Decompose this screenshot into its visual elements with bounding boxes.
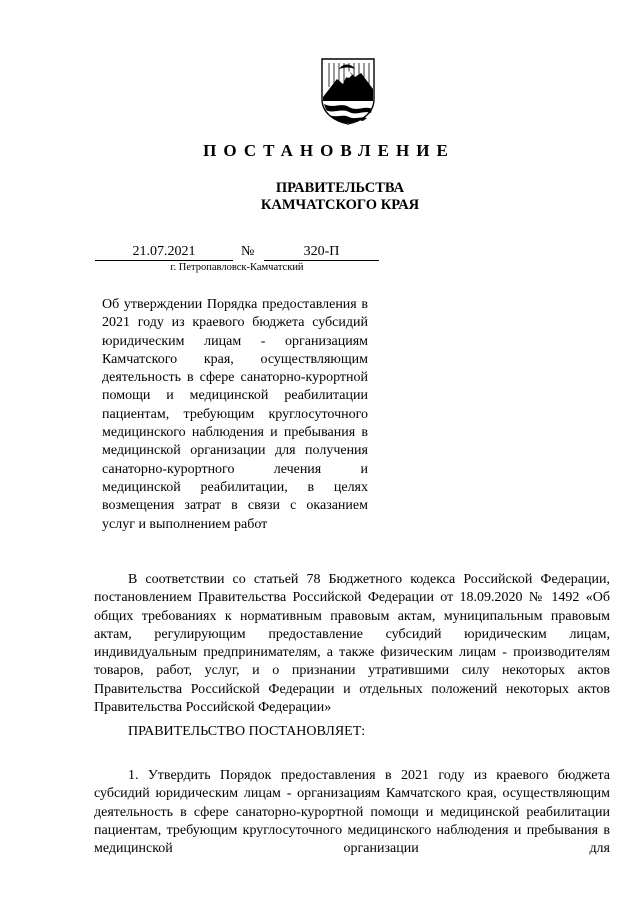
resolves-heading: ПРАВИТЕЛЬСТВО ПОСТАНОВЛЯЕТ: (128, 724, 366, 739)
item-1-paragraph: 1. Утвердить Порядок предоставления в 2021 году из краевого бюджета субсидий юридическим лицам - организациям Камчатского края, осуществляющим деятельность в сфере санаторно-курортной помощи и медицинской реабилитации пациентам, требующим круглосуточного медицинского наблюдения и пребывания в медицинской организации для (94, 768, 610, 857)
document-type-title: ПОСТАНОВЛЕНИЕ (203, 141, 455, 160)
document-number: 320-П (264, 244, 379, 261)
preamble-paragraph: В соответствии со статьей 78 Бюджетного кодекса Российской Федерации, постановлением Правительства Российской Федерации от 18.09.2020 № 1492 «Об общих требованиях к нормативным правовым актам, муниципальным правовым актам, регулирующим предоставление субсидий юридическим лицам, индивидуальным предпринимателям, а также физическим лицам - производителям товаров, работ, услуг, и о признании утратившими силу некоторых актов Правительства Российской Федерации и отдельных положений некоторых актов Правительства Российской Федерации» (94, 572, 610, 716)
issuer-line-2: КАМЧАТСКОГО КРАЯ (260, 197, 420, 213)
number-sign: № (241, 244, 255, 259)
document-subject: Об утверждении Порядка предоставления в 2021 году из краевого бюджета субсидий юридическим лицам - организациям Камчатского края, осуществляющим деятельность в сфере санаторно-курортной помощи и медицинской реабилитации пациентам, требующим круглосуточного медицинского наблюдения и пребывания в медицинской организации для получения санаторно-курортного лечения и медицинской реабилитации, в целях возмещения затрат в связи с оказанием услуг и выполнением работ (102, 297, 368, 532)
document-date: 21.07.2021 (95, 244, 233, 261)
document-city: г. Петропавловск-Камчатский (170, 262, 304, 273)
issuer-line-1: ПРАВИТЕЛЬСТВА (275, 180, 405, 196)
kamchatka-coat-of-arms-icon (319, 57, 377, 125)
issuer-block (0, 180, 640, 214)
